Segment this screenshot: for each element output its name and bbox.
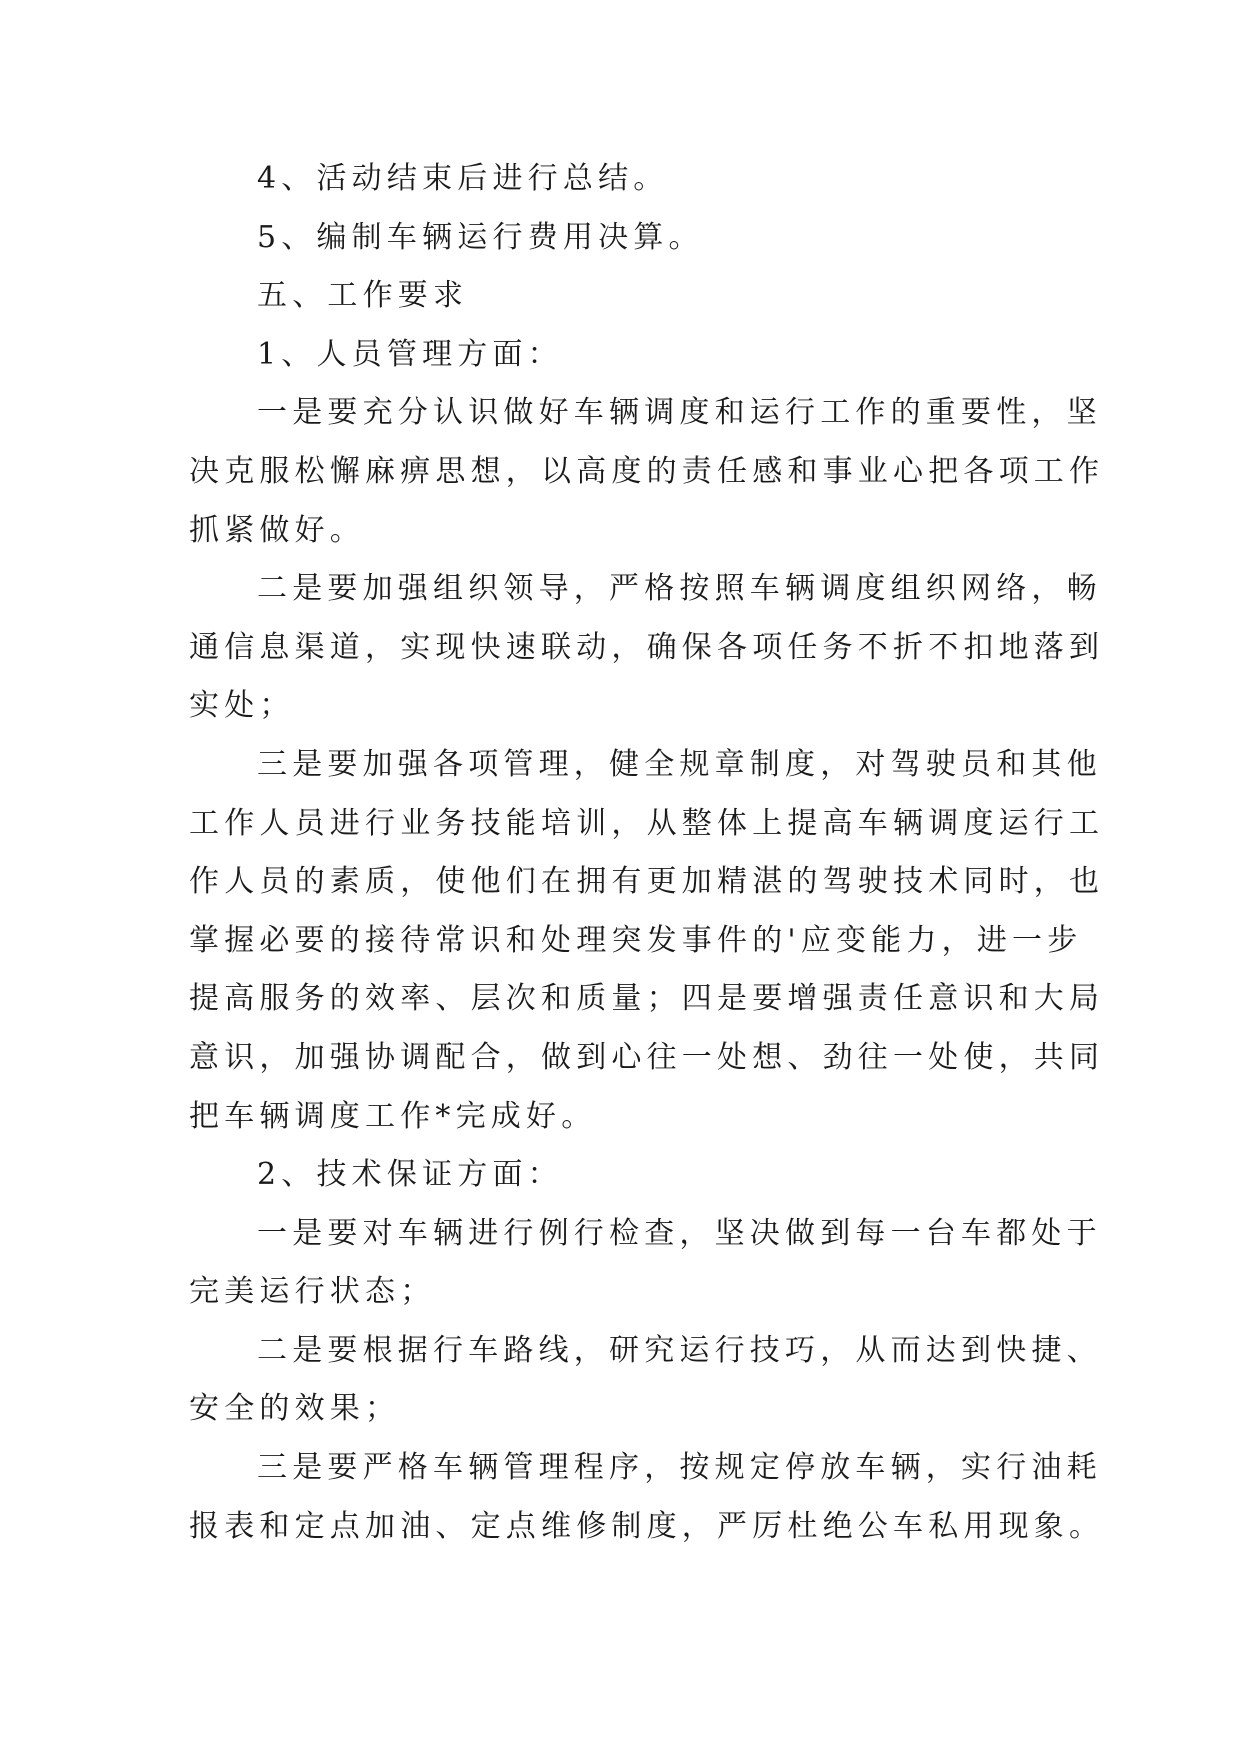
paragraph-line: 一是要充分认识做好车辆调度和运行工作的重要性，坚 — [257, 395, 1102, 431]
paragraph-line: 掌握必要的接待常识和处理突发事件的'应变能力，进一步 — [189, 922, 1083, 958]
section-heading: 五、工作要求 — [257, 278, 469, 314]
paragraph-line: 决克服松懈麻痹思想，以高度的责任感和事业心把各项工作 — [189, 453, 1105, 489]
paragraph-line: 二是要加强组织领导，严格按照车辆调度组织网络，畅 — [257, 571, 1102, 607]
paragraph-line: 抓紧做好。 — [189, 512, 365, 548]
paragraph-line: 把车辆调度工作*完成好。 — [189, 1098, 597, 1134]
paragraph-line: 安全的效果； — [189, 1391, 401, 1427]
paragraph-line: 实处； — [189, 688, 295, 724]
paragraph-line: 意识，加强协调配合，做到心往一处想、劲往一处使，共同 — [189, 1039, 1105, 1075]
document-body — [189, 150, 1105, 1556]
paragraph-line: 报表和定点加油、定点维修制度，严厉杜绝公车私用现象。 — [189, 1508, 1105, 1544]
paragraph-line: 工作人员进行业务技能培训，从整体上提高车辆调度运行工 — [189, 805, 1105, 841]
paragraph-line: 一是要对车辆进行例行检查，坚决做到每一台车都处于 — [257, 1215, 1102, 1251]
paragraph-line: 通信息渠道，实现快速联动，确保各项任务不折不扣地落到 — [189, 629, 1105, 665]
paragraph-line: 三是要加强各项管理，健全规章制度，对驾驶员和其他 — [257, 746, 1102, 782]
paragraph-line: 提高服务的效率、层次和质量；四是要增强责任意识和大局 — [189, 981, 1105, 1017]
list-item-summary: 4、活动结束后进行总结。 — [257, 161, 669, 196]
subsection-heading-personnel: 1、人员管理方面： — [257, 336, 563, 372]
subsection-heading-technical: 2、技术保证方面： — [257, 1157, 563, 1193]
paragraph-line: 完美运行状态； — [189, 1274, 436, 1310]
paragraph-line: 二是要根据行车路线，研究运行技巧，从而达到快捷、 — [257, 1332, 1102, 1368]
paragraph-line: 三是要严格车辆管理程序，按规定停放车辆，实行油耗 — [257, 1450, 1102, 1486]
paragraph-line: 作人员的素质，使他们在拥有更加精湛的驾驶技术同时，也 — [189, 864, 1105, 900]
list-item-budget: 5、编制车辆运行费用决算。 — [257, 219, 704, 255]
